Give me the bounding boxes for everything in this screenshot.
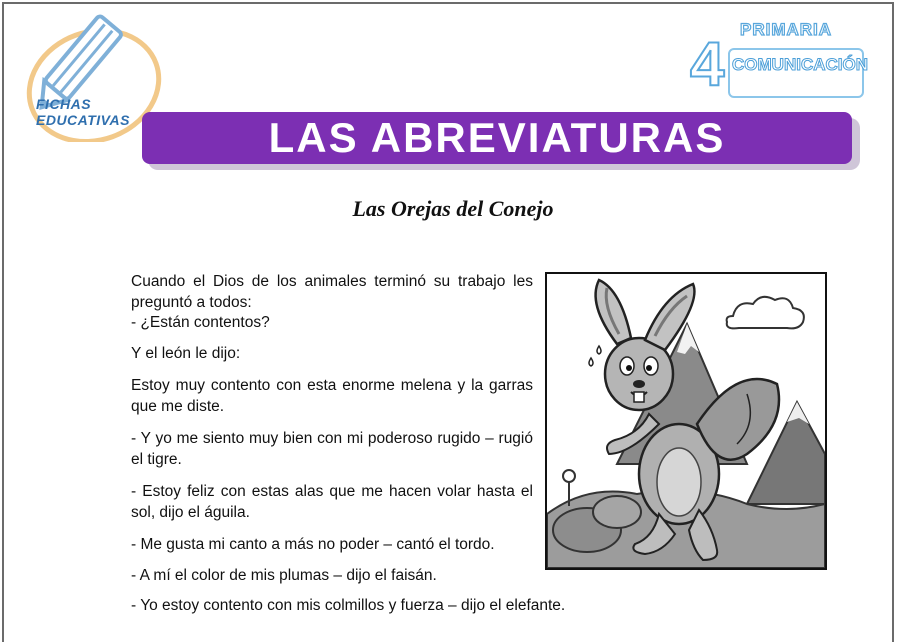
- paragraph: - Yo estoy contento con mis colmillos y fuerza – dijo el elefante.: [131, 597, 566, 614]
- rabbit-illustration: [545, 272, 827, 570]
- paragraph: - Me gusta mi canto a más no poder – cantó el tordo.: [131, 536, 495, 553]
- paragraph: - Estoy feliz con estas alas que me hacen volar hasta el sol, dijo el águila.: [131, 483, 533, 521]
- logo-line-2: EDUCATIVAS: [36, 112, 130, 128]
- logo-line-1: FICHAS: [36, 96, 92, 112]
- paragraph-text: - ¿Están contentos?: [131, 314, 270, 331]
- grade-number: 4: [690, 30, 725, 99]
- grade-subject-logo: [688, 20, 868, 106]
- paragraph-text: Cuando el Dios de los animales terminó su trabajo les preguntó a todos:: [131, 273, 533, 311]
- subject-label: COMUNICACIÓN: [732, 55, 868, 74]
- page-title: LAS ABREVIATURAS: [268, 114, 726, 161]
- story-body: [131, 272, 566, 629]
- level-label: PRIMARIA: [740, 20, 833, 39]
- story-title-text: Las Orejas del Conejo: [352, 196, 554, 221]
- paragraph: [131, 272, 533, 334]
- paragraph: Estoy muy contento con esta enorme melena y la garras que me diste.: [131, 377, 533, 415]
- story-title: [0, 196, 898, 222]
- paragraph: - A mí el color de mis plumas – dijo el faisán.: [131, 566, 437, 584]
- paragraph: - Y yo me siento muy bien con mi poderoso rugido – rugió el tigre.: [131, 430, 533, 468]
- title-banner: [142, 112, 852, 164]
- paragraph: Y el león le dijo:: [131, 344, 241, 362]
